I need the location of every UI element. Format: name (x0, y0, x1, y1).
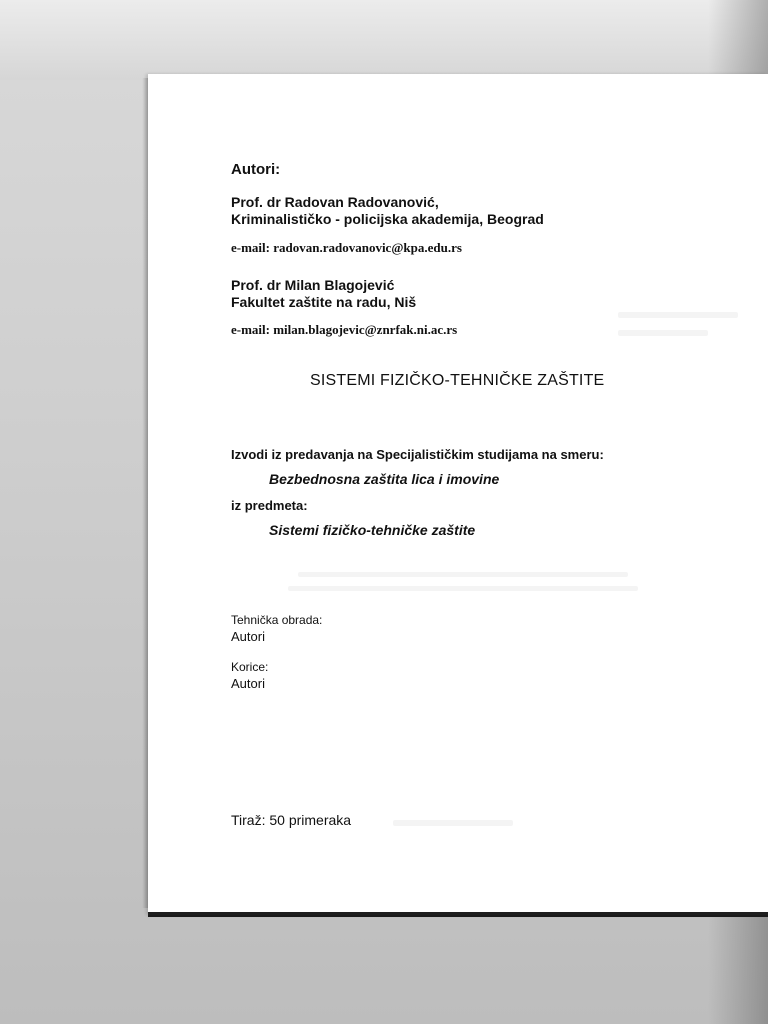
subject-label: iz predmeta: (231, 498, 308, 513)
bleed-through-mark (618, 312, 738, 318)
author-1-name: Prof. dr Radovan Radovanović, (231, 194, 439, 210)
author-2-name: Prof. dr Milan Blagojević (231, 277, 395, 293)
author-1-institution: Kriminalističko - policijska akademija, Beograd (231, 211, 544, 227)
technical-editing-value: Autori (231, 629, 265, 644)
subject-name: Sistemi fizičko-tehničke zaštite (269, 522, 476, 538)
intro-line: Izvodi iz predavanja na Specijalističkim studijama na smeru: (231, 447, 604, 462)
cover-value: Autori (231, 676, 265, 691)
authors-heading: Autori: (231, 161, 281, 178)
author-2-email: e-mail: milan.blagojevic@znrfak.ni.ac.rs (231, 322, 458, 337)
cover-label: Korice: (231, 660, 269, 674)
document-title: SISTEMI FIZIČKO-TEHNIČKE ZAŠTITE (310, 372, 605, 389)
bleed-through-mark (288, 586, 638, 591)
technical-editing-label: Tehnička obrada: (231, 613, 323, 627)
document-page (148, 74, 768, 915)
author-1-email: e-mail: radovan.radovanovic@kpa.edu.rs (231, 240, 462, 255)
bleed-through-mark (298, 572, 628, 577)
print-run: Tiraž: 50 primeraka (231, 812, 352, 828)
bleed-through-mark (393, 820, 513, 826)
bleed-through-mark (618, 330, 708, 336)
scanner-background (0, 0, 768, 80)
course-name: Bezbednosna zaštita lica i imovine (269, 471, 500, 487)
author-2-institution: Fakultet zaštite na radu, Niš (231, 294, 417, 310)
